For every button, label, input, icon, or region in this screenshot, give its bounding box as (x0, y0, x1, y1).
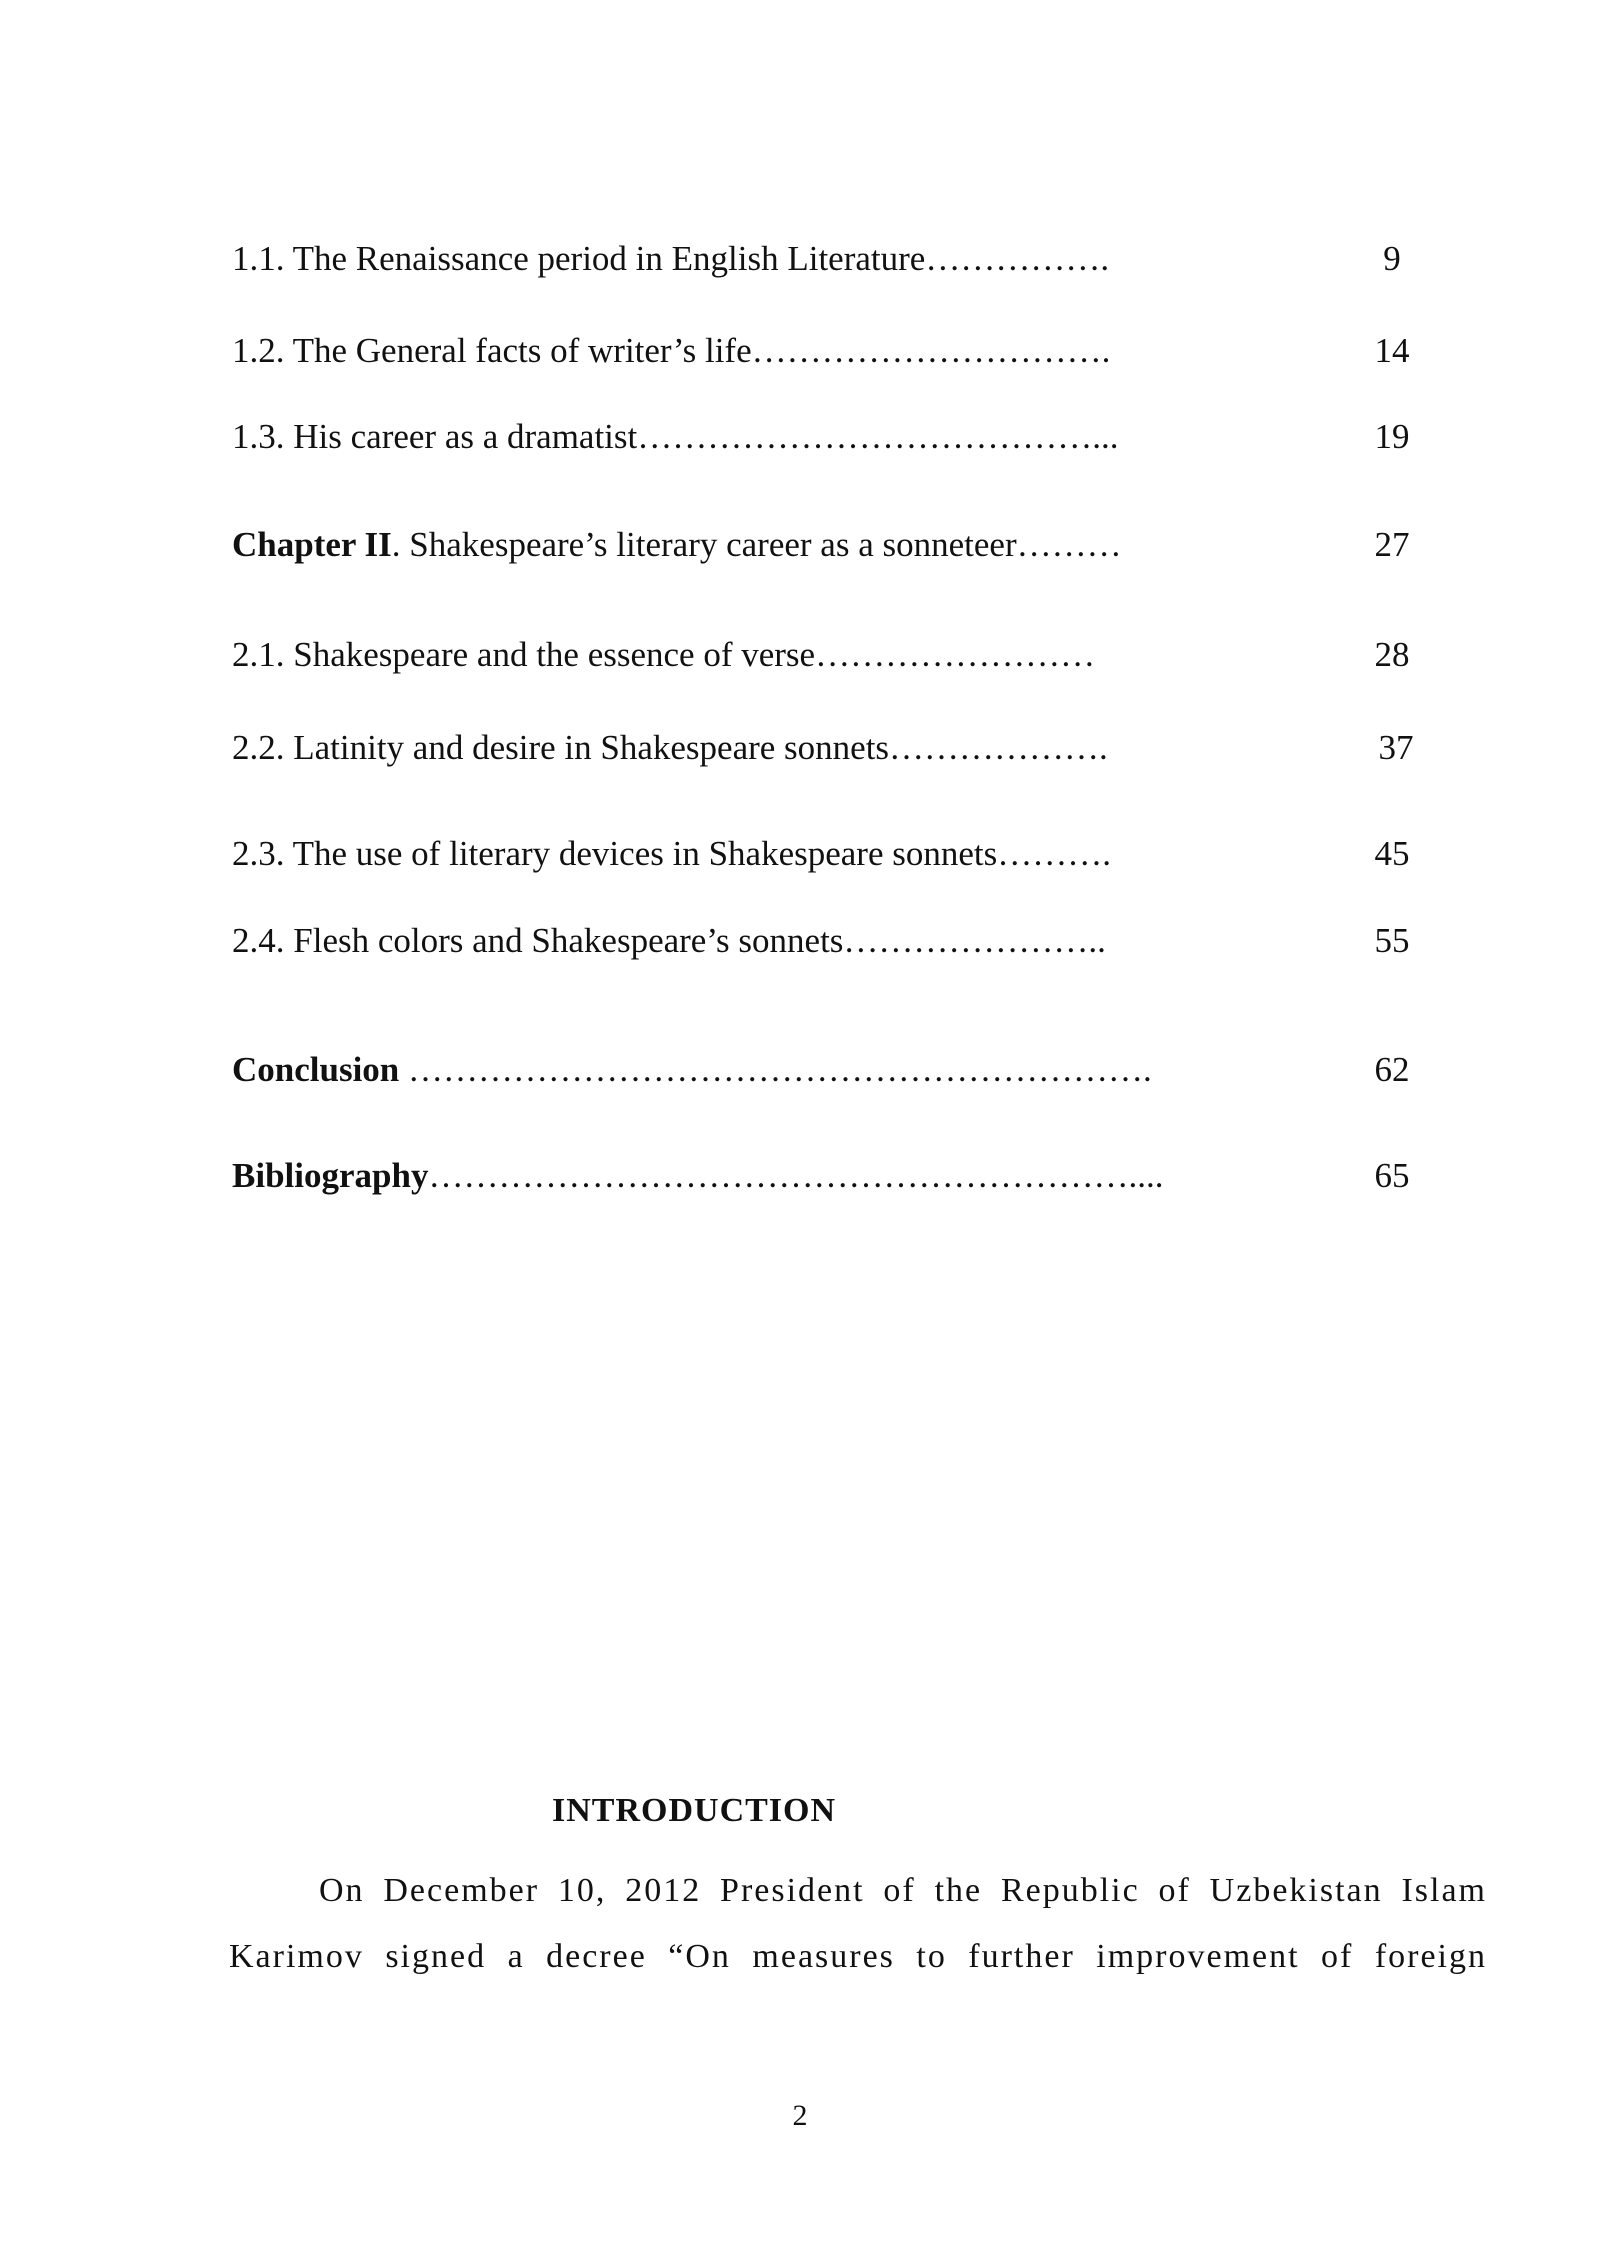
introduction-line: Karimov signed a decree “On measures to further improvement of foreign (229, 1938, 1487, 1975)
toc-entry-page: 9 (1383, 239, 1401, 278)
toc-entry-title (232, 520, 1122, 570)
toc-entry-bold-prefix: Conclusion (232, 1050, 400, 1089)
toc-entry-title (232, 630, 1095, 680)
toc-entry-page: 27 (1374, 525, 1410, 564)
toc-entry (232, 723, 1462, 773)
toc-entry-title (232, 1045, 1152, 1095)
toc-entry-text: 2.4. Flesh colors and Shakespeare’s sonnets………………….. (232, 921, 1106, 960)
toc-entry-page: 65 (1374, 1156, 1410, 1195)
toc-entry (232, 412, 1462, 462)
toc-entry (232, 829, 1462, 879)
toc-entry-page: 55 (1374, 921, 1410, 960)
toc-entry-title (232, 829, 1111, 879)
toc-entry-page: 19 (1374, 417, 1410, 456)
toc-entry-chapter (232, 520, 1462, 570)
toc-entry-bold-prefix: Bibliography (232, 1156, 429, 1195)
toc-entry-page: 14 (1374, 331, 1410, 370)
toc-entry (232, 234, 1462, 284)
toc-entry-text: 2.2. Latinity and desire in Shakespeare sonnets………………. (232, 728, 1108, 767)
toc-entry-title (232, 1151, 1163, 1201)
toc-entry-text: 2.3. The use of literary devices in Shakespeare sonnets………. (232, 834, 1111, 873)
toc-entry (232, 326, 1462, 376)
toc-entry-text: . Shakespeare’s literary career as a sonneteer……… (391, 525, 1122, 564)
toc-entry-title (232, 916, 1106, 966)
toc-entry-page: 45 (1374, 834, 1410, 873)
page-number: 2 (792, 2099, 808, 2132)
toc-entry-text: ………………………………………………………. (399, 1050, 1152, 1089)
toc-entry (232, 630, 1462, 680)
toc-entry-text: 1.3. His career as a dramatist…………………………………... (232, 417, 1119, 456)
toc-entry-title (232, 326, 1110, 376)
toc-entry-text: 1.2. The General facts of writer’s life…………………………. (232, 331, 1111, 370)
toc-entry-bold-prefix: Chapter II (232, 525, 392, 564)
introduction-paragraph (229, 1858, 1487, 1990)
toc-entry-page: 62 (1374, 1050, 1410, 1089)
toc-entry-title (232, 723, 1108, 773)
introduction-line: On December 10, 2012 President of the Republic of Uzbekistan Islam (319, 1872, 1487, 1909)
toc-entry-conclusion (232, 1045, 1462, 1095)
toc-entry-bibliography (232, 1151, 1462, 1201)
introduction-heading: INTRODUCTION (552, 1792, 837, 1829)
toc-entry-title (232, 234, 1109, 284)
toc-entry (232, 916, 1462, 966)
toc-entry-text: 2.1. Shakespeare and the essence of verse…………………… (232, 635, 1096, 674)
toc-entry-text: …………………………………………………….... (428, 1156, 1164, 1195)
toc-entry-page: 37 (1378, 728, 1414, 767)
toc-entry-page: 28 (1374, 635, 1410, 674)
toc-entry-text: 1.1. The Renaissance period in English Literature……………. (232, 239, 1110, 278)
toc-entry-title (232, 412, 1119, 462)
